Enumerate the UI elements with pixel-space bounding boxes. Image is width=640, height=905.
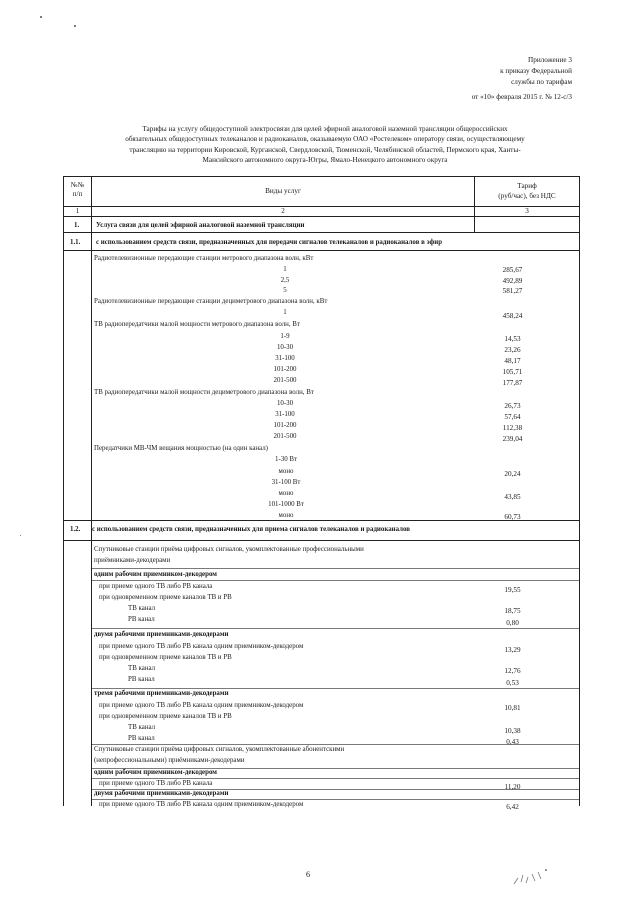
item-label: при одновременном приеме каналов ТВ и РВ [99, 713, 232, 720]
colnum-1: 1 [75, 207, 80, 215]
group-label: одним рабочим приемником-декодером [94, 769, 217, 776]
row-num: 1.2. [70, 526, 81, 533]
subsection-heading: с использованием средств связи, предназначенных для приема сигналов телеканалов и радиоканалов [92, 526, 410, 533]
tariff-value: 26,73 [504, 402, 521, 410]
power-value: 1 [283, 309, 287, 316]
item-label: РВ канал [128, 735, 155, 742]
item-label: ТВ канал [128, 665, 156, 672]
category-label: Спутниковые станции приёма цифровых сигналов, укомплектованные профессиональными [94, 546, 364, 553]
item-rule [91, 778, 580, 779]
title-line: Мансийского автономного округа-Югры, Ямало-Ненецкого автономного округа [202, 155, 448, 164]
tariff-value: 20,24 [504, 470, 521, 478]
table-row-rule [63, 540, 580, 541]
header-tariff: Тариф (руб/час), без НДС [498, 182, 556, 200]
tariff-value: 12,76 [504, 667, 521, 675]
group-label: тремя рабочими приемниками-декодерами [94, 690, 229, 697]
colnum-2: 2 [281, 207, 285, 215]
mode-label: моно [278, 490, 294, 497]
item-label: ТВ канал [128, 605, 156, 612]
header-num: №№ п/п [70, 181, 85, 198]
item-label: при приеме одного ТВ либо РВ канала [99, 583, 213, 590]
appendix-line2: к приказу Федеральной [500, 66, 572, 75]
tariff-value: 492,89 [502, 277, 523, 285]
table-row-rule [63, 232, 580, 233]
power-value: 31-100 [275, 411, 295, 418]
tariff-value: 105,71 [502, 368, 523, 376]
stamp-mark-icon [508, 866, 554, 888]
item-label: РВ канал [128, 676, 155, 683]
item-rule [91, 580, 580, 581]
item-label: при приеме одного ТВ либо РВ канала одним приемником-декодером [99, 702, 304, 709]
tariff-value: 43,85 [504, 493, 521, 501]
table-border-right [579, 176, 580, 806]
power-value: 201-500 [273, 377, 297, 384]
tariff-value: 13,29 [504, 646, 521, 654]
item-rule [91, 628, 580, 629]
appendix-line3: службы по тарифам [511, 77, 572, 86]
tariff-value: 0,53 [506, 679, 519, 687]
power-value: 101-200 [273, 366, 297, 373]
tariff-value: 581,27 [502, 287, 523, 295]
power-range: 1-30 Вт [275, 456, 297, 463]
tariff-value: 11,20 [504, 783, 521, 791]
table-border-top [63, 176, 580, 177]
item-label: ТВ канал [128, 724, 156, 731]
document-title [60, 124, 590, 165]
item-label: при приеме одного ТВ либо РВ канала [99, 780, 213, 787]
power-value: 10-30 [276, 400, 294, 407]
scan-speck [20, 535, 21, 536]
category-label: Спутниковые станции приёма цифровых сигналов, укомплектованные абонентскими [94, 746, 345, 753]
tariff-value: 14,53 [504, 335, 521, 343]
tariff-value: 48,17 [504, 357, 521, 365]
item-rule [91, 568, 580, 569]
tariff-value: 177,87 [502, 379, 523, 387]
power-value: 2,5 [280, 277, 290, 284]
tariff-value: 112,38 [502, 424, 523, 432]
category-label: (непрофессиональными) приёмниками-декодерами [94, 757, 245, 764]
tariff-value: 10,38 [504, 727, 521, 735]
row-num: 1. [74, 222, 80, 229]
power-value: 1 [283, 266, 287, 273]
item-rule [91, 799, 580, 800]
appendix-header [472, 55, 572, 103]
tariff-value: 10,81 [504, 704, 521, 712]
mode-label: моно [278, 468, 294, 475]
tariff-value: 458,24 [502, 312, 523, 320]
category-label: Радиотелевизионные передающие станции метрового диапазона волн, кВт [94, 255, 314, 262]
item-label: при одновременном приеме каналов ТВ и РВ [99, 654, 232, 661]
category-label: ТВ радиопередатчики малой мощности метрового диапазона волн, Вт [94, 321, 300, 328]
item-rule [91, 688, 580, 689]
appendix-line1: Приложение 3 [528, 56, 572, 64]
row-num: 1.1. [70, 239, 81, 246]
scan-speck [40, 16, 42, 18]
power-value: 201-500 [273, 433, 297, 440]
item-label: при одновременном приеме каналов ТВ и РВ [99, 594, 232, 601]
tariff-value: 285,67 [502, 266, 523, 274]
tariff-value: 6,42 [506, 803, 519, 811]
power-value: 1-9 [280, 333, 290, 340]
mode-label: моно [278, 512, 294, 519]
category-label: приёмниками-декодерами [94, 557, 171, 564]
power-value: 10-30 [276, 344, 294, 351]
tariff-value: 23,26 [504, 346, 521, 354]
tariff-value: 18,75 [504, 607, 521, 615]
table-colnum-rule [63, 216, 580, 217]
tariff-value: 60,73 [504, 513, 521, 521]
title-line: Тарифы на услугу общедоступной электросвязи для целей эфирной аналоговой наземной трансляции общероссийских [142, 125, 508, 133]
power-value: 5 [283, 287, 287, 294]
category-label: ТВ радиопередатчики малой мощности дециметрового диапазона волн, Вт [94, 389, 314, 396]
scan-speck [74, 25, 76, 27]
power-range: 31-100 Вт [271, 479, 301, 486]
tariff-value: 0,80 [506, 619, 519, 627]
group-label: двумя рабочими приемниками-декодерами [94, 631, 229, 638]
tariff-value: 0,43 [506, 738, 519, 746]
group-label: двумя рабочими приемниками-декодерами [94, 790, 229, 797]
tariff-value: 239,04 [502, 435, 523, 443]
header-services: Виды услуг [265, 187, 301, 195]
title-line: трансляцию на территории Кировской, Курганской, Свердловской, Тюменской, Челябинской областей, Пермского края, Ханты- [129, 145, 521, 154]
table-border-left [63, 176, 64, 806]
title-line: обязательных общедоступных телеканалов и радиоканалов, оказываемую ОАО «Ростелеком» оператору связи, осуществляющему [125, 135, 525, 144]
power-value: 31-100 [275, 355, 295, 362]
appendix-line4: от «10» февраля 2015 г. № 12-с/3 [471, 93, 572, 102]
item-label: РВ канал [128, 616, 155, 623]
category-label: Радиотелевизионные передающие станции дециметрового диапазона волн, кВт [94, 298, 328, 305]
table-row-rule [63, 250, 580, 251]
power-value: 101-200 [273, 422, 297, 429]
colnum-3: 3 [525, 207, 529, 215]
subsection-heading: с использованием средств связи, предназначенных для передачи сигналов телеканалов и радиоканалов в эфир [96, 239, 443, 246]
section-heading: Услуга связи для целей эфирной аналоговой наземной трансляции [96, 222, 305, 229]
page-number: 6 [306, 870, 310, 879]
item-label: при приеме одного ТВ либо РВ канала одним приемником-декодером [99, 801, 304, 808]
group-label: одним рабочим приемником-декодером [94, 571, 217, 578]
tariff-value: 57,64 [504, 413, 521, 421]
table-divider-num [91, 176, 92, 806]
item-label: при приеме одного ТВ либо РВ канала одним приемником-декодером [99, 643, 304, 650]
tariff-value: 19,55 [504, 586, 521, 594]
power-range: 101-1000 Вт [268, 501, 304, 508]
category-label: Передатчики МВ-ЧМ вещания мощностью (на один канал) [94, 445, 268, 452]
